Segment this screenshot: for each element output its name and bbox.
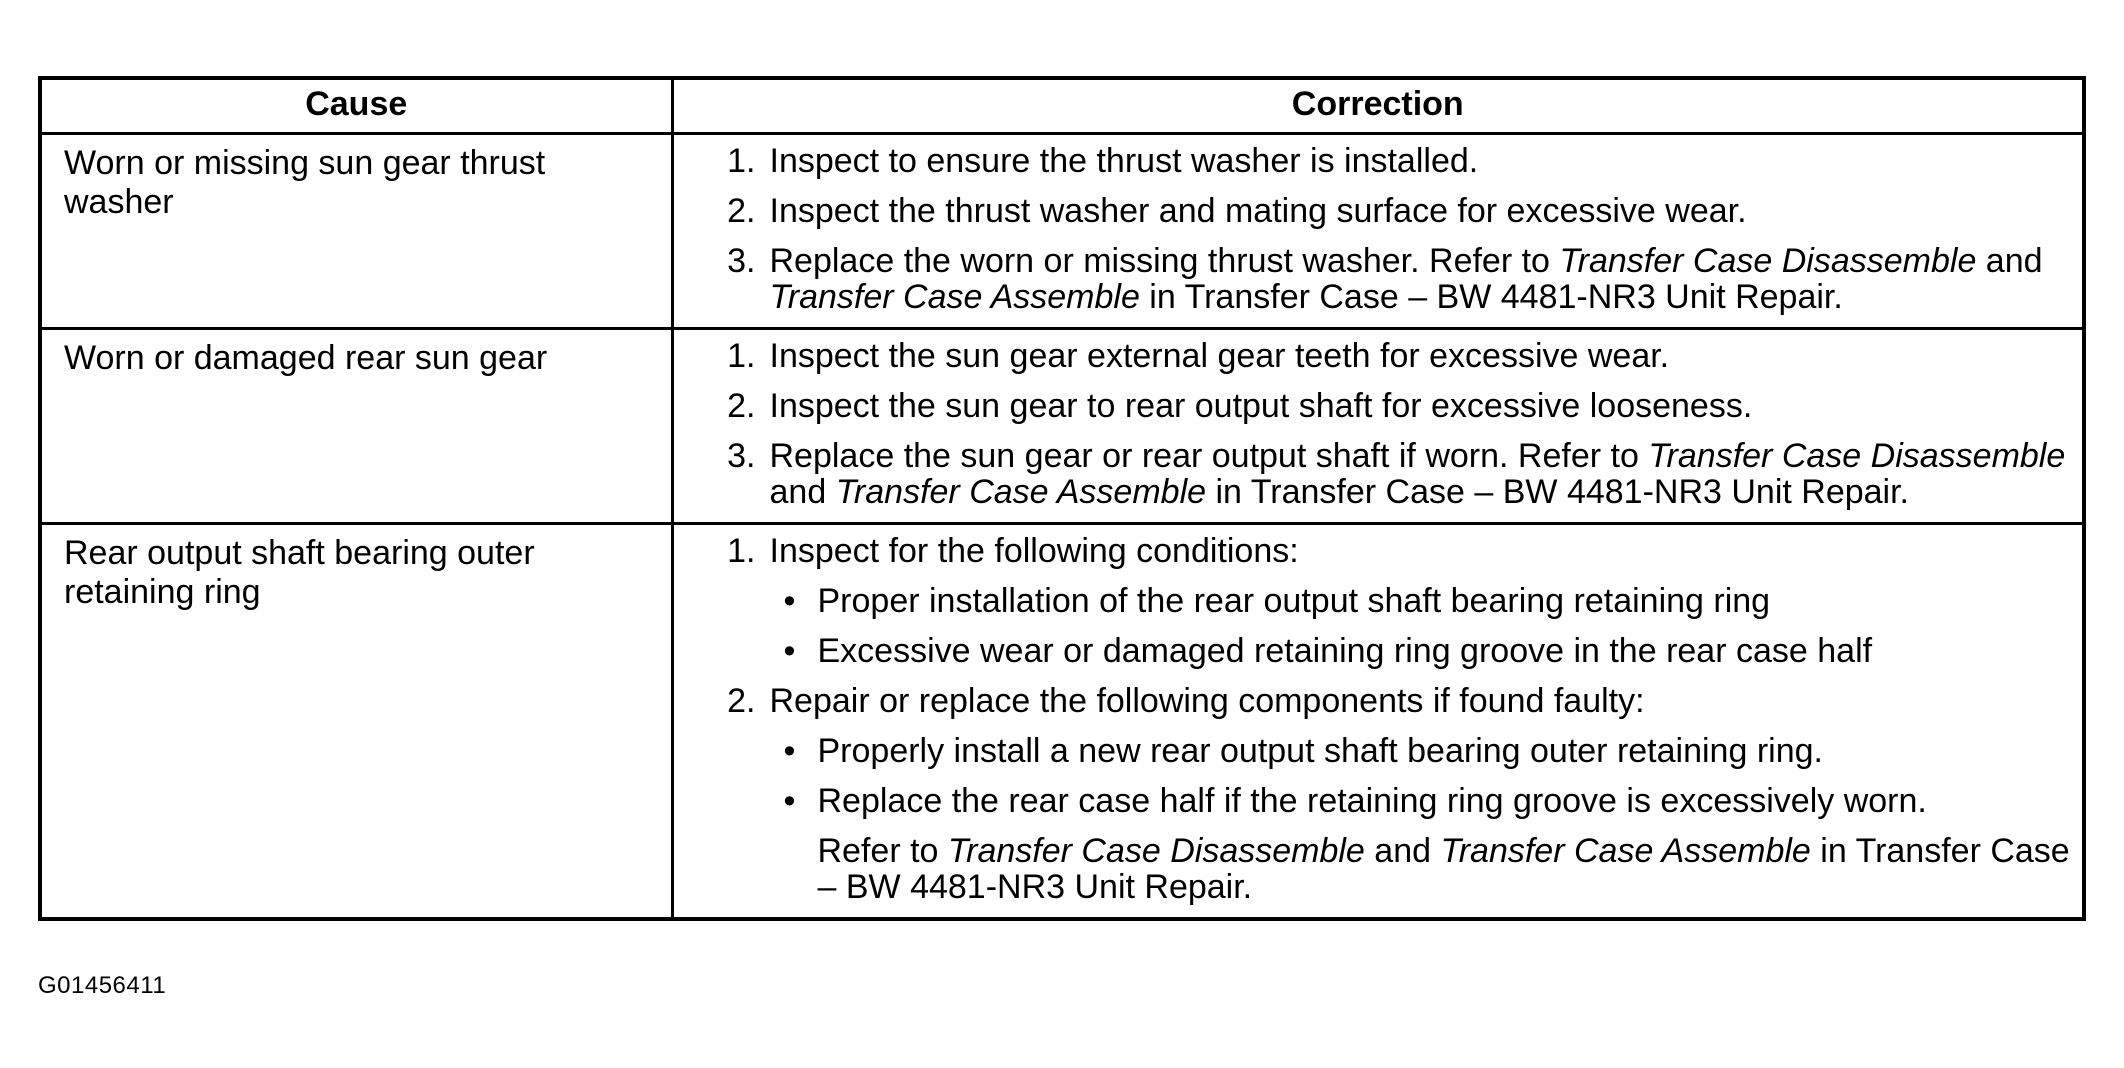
step-text: Inspect for the following conditions:: [769, 532, 1299, 570]
step-text: [770, 243, 2077, 315]
table-row: [40, 329, 2084, 524]
bullet-icon: •: [783, 632, 796, 670]
step-number: 2.: [727, 192, 756, 230]
step-text: Inspect the thrust washer and mating surface for excessive wear.: [769, 192, 1747, 230]
bullet-text: Replace the rear case half if the retaining ring groove is excessively worn.: [817, 782, 1927, 820]
step-number: 1.: [727, 142, 756, 180]
step-number: 3.: [727, 242, 756, 280]
manual-reference-italic: Transfer Case Assemble: [769, 278, 1140, 316]
correction-step: [674, 338, 2077, 374]
step-text: [770, 438, 2077, 510]
correction-step: [674, 143, 2077, 179]
correction-step: [674, 243, 2077, 315]
step-text-part: and: [769, 473, 836, 511]
correction-step: [674, 438, 2077, 510]
bullet-icon: •: [783, 782, 796, 820]
manual-reference-italic: Transfer Case Disassemble: [947, 832, 1365, 870]
bullet-icon: •: [783, 582, 796, 620]
correction-cell: [672, 134, 2084, 329]
manual-reference-italic: Transfer Case Disassemble: [1559, 242, 1977, 280]
bullet-item: [674, 583, 2077, 619]
manual-reference-italic: Transfer Case Assemble: [1440, 832, 1811, 870]
step-text-part: Replace the worn or missing thrust washer. Refer to: [769, 242, 1560, 280]
table-row: [40, 134, 2084, 329]
cause-cell: Worn or damaged rear sun gear: [40, 329, 672, 524]
bullet-item: [674, 783, 2077, 819]
table-header-row: [40, 78, 2084, 134]
step-text-part: in Transfer Case – BW 4481-NR3 Unit Repair.: [1139, 278, 1843, 316]
diagnostic-table: [38, 76, 2086, 921]
cause-cell: Worn or missing sun gear thrust washer: [40, 134, 672, 329]
bullet-text: Properly install a new rear output shaft bearing outer retaining ring.: [817, 732, 1823, 770]
correction-cell: [672, 329, 2084, 524]
refer-paragraph: [674, 833, 2077, 905]
table-row: [40, 524, 2084, 920]
step-text: Inspect the sun gear to rear output shaft for excessive looseness.: [769, 387, 1753, 425]
bullet-item: [674, 733, 2077, 769]
header-correction: Correction: [672, 78, 2084, 134]
header-cause: Cause: [40, 78, 672, 134]
correction-step: [674, 533, 2077, 569]
cause-cell: Rear output shaft bearing outer retaining ring: [40, 524, 672, 920]
correction-step: [674, 683, 2077, 719]
step-text: Inspect the sun gear external gear teeth for excessive wear.: [769, 337, 1670, 375]
manual-reference-italic: Transfer Case Disassemble: [1648, 437, 2066, 475]
bullet-text: Proper installation of the rear output shaft bearing retaining ring: [817, 582, 1771, 620]
bullet-icon: •: [783, 732, 796, 770]
step-number: 3.: [727, 437, 756, 475]
refer-text-part: in Transfer Case – BW 4481-NR3 Unit Repair.: [817, 832, 2070, 906]
step-text-part: Replace the sun gear or rear output shaft if worn. Refer to: [769, 437, 1649, 475]
step-text-part: in Transfer Case – BW 4481-NR3 Unit Repair.: [1206, 473, 1910, 511]
step-text: Inspect to ensure the thrust washer is installed.: [769, 142, 1479, 180]
bullet-text: Excessive wear or damaged retaining ring groove in the rear case half: [817, 632, 1873, 670]
step-text: Repair or replace the following components if found faulty:: [769, 682, 1645, 720]
correction-step: [674, 388, 2077, 424]
correction-cell: [672, 524, 2084, 920]
step-text-part: and: [1976, 242, 2043, 280]
step-number: 1.: [727, 337, 756, 375]
manual-reference-italic: Transfer Case Assemble: [835, 473, 1207, 511]
step-number: 1.: [727, 532, 756, 570]
figure-id: G01456411: [38, 972, 167, 999]
step-number: 2.: [727, 682, 756, 720]
refer-text-part: Refer to: [817, 832, 948, 870]
correction-step: [674, 193, 2077, 229]
refer-text-part: and: [1364, 832, 1441, 870]
step-number: 2.: [727, 387, 756, 425]
bullet-item: [674, 633, 2077, 669]
